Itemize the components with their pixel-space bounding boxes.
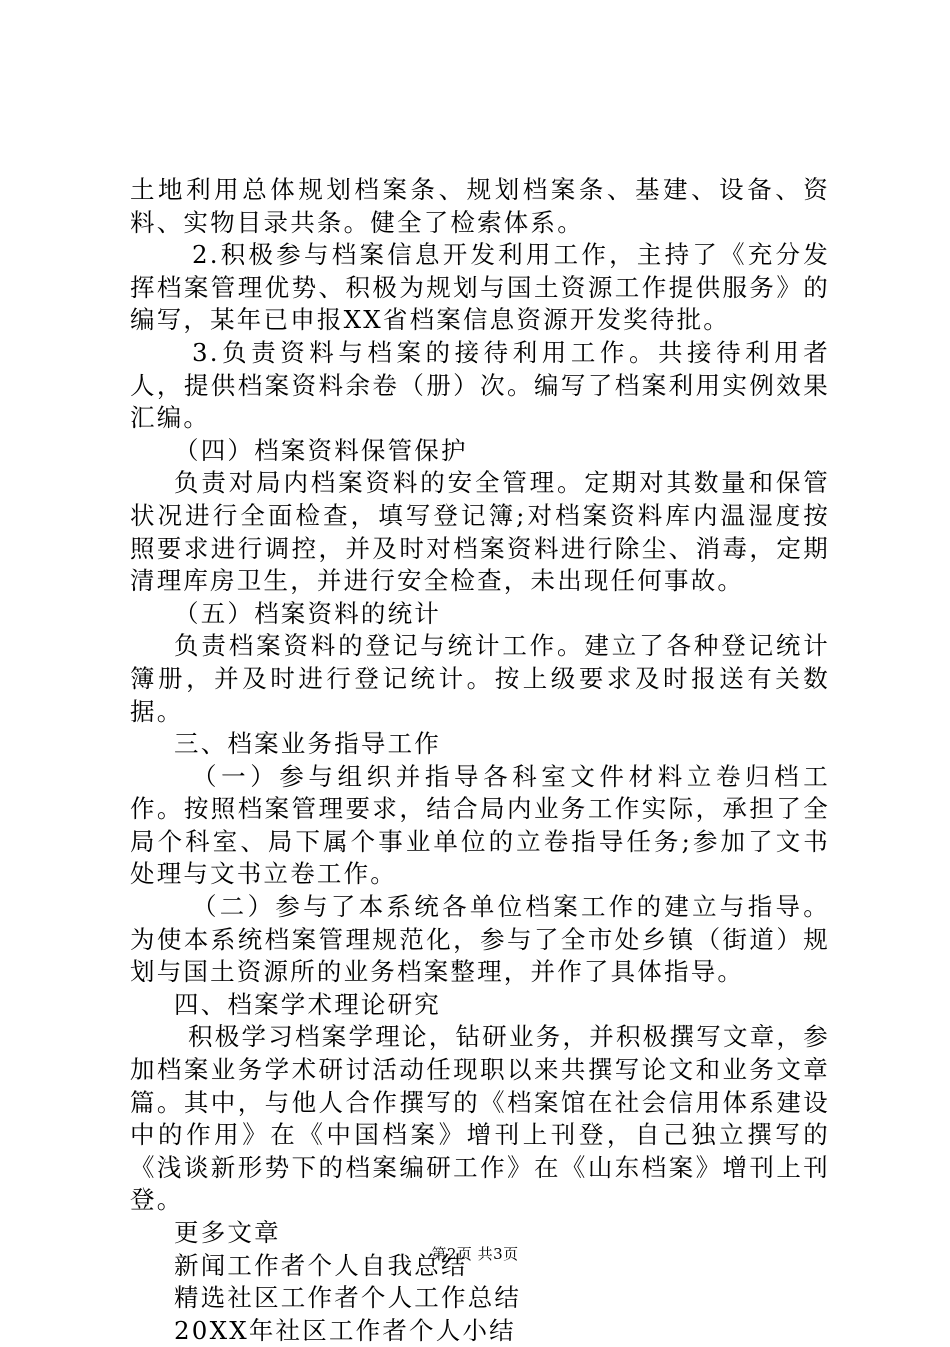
document-body [130,174,830,1347]
section-heading-guidance: 三、档案业务指导工作 [174,729,441,759]
more-article-link[interactable]: 新闻工作者个人自我总结 [174,1250,468,1280]
paragraph-index-summary: 土地利用总体规划档案条、规划档案条、基建、设备、资料、实物目录共条。健全了检索体系。 [130,175,830,237]
paragraph-reception-usage: 3.负责资料与档案的接待利用工作。共接待利用者人，提供档案资料余卷（册）次。编写了档案利用实例效果汇编。 [130,337,830,433]
paragraph-guidance-system: （二）参与了本系统各单位档案工作的建立与指导。为使本系统档案管理规范化，参与了全市处乡镇（街道）规划与国土资源所的业务档案整理，并作了具体指导。 [130,892,830,987]
section-heading-research: 四、档案学术理论研究 [174,989,441,1019]
paragraph-storage-protection: 负责对局内档案资料的安全管理。定期对其数量和保管状况进行全面检查，填写登记簿;对档案资料库内温湿度按照要求进行调控，并及时对档案资料进行除尘、消毒，定期清理库房卫生，并进行安全检查，未出现任何事故。 [130,468,830,596]
page-number-footer: 第2页 共3页 [431,1245,519,1263]
paragraph-statistics: 负责档案资料的登记与统计工作。建立了各种登记统计簿册，并及时进行登记统计。按上级要求及时报送有关数据。 [130,631,830,726]
paragraph-info-development: 2.积极参与档案信息开发利用工作，主持了《充分发挥档案管理优势、积极为规划与国土资源工作提供服务》的编写，某年已申报XX省档案信息资源开发奖待批。 [130,240,830,335]
section-heading-statistics: （五）档案资料的统计 [174,598,441,628]
paragraph-research: 积极学习档案学理论，钻研业务，并积极撰写文章，参加档案业务学术研讨活动任现职以来共撰写论文和业务文章篇。其中，与他人合作撰写的《档案馆在社会信用体系建设中的作用》在《中国档案》增刊上刊登，自己独立撰写的《浅谈新形势下的档案编研工作》在《山东档案》增刊上刊登。 [130,1022,830,1215]
more-article-link[interactable]: 20XX年社区工作者个人小结 [174,1315,516,1345]
paragraph-guidance-filing: （一）参与组织并指导各科室文件材料立卷归档工作。按照档案管理要求，结合局内业务工作实际，承担了全局个科室、局下属个事业单位的立卷指导任务;参加了文书处理与文书立卷工作。 [130,761,830,889]
more-articles-heading: 更多文章 [174,1218,281,1247]
more-article-link[interactable]: 精选社区工作者个人工作总结 [174,1283,522,1313]
section-heading-storage: （四）档案资料保管保护 [174,435,468,465]
